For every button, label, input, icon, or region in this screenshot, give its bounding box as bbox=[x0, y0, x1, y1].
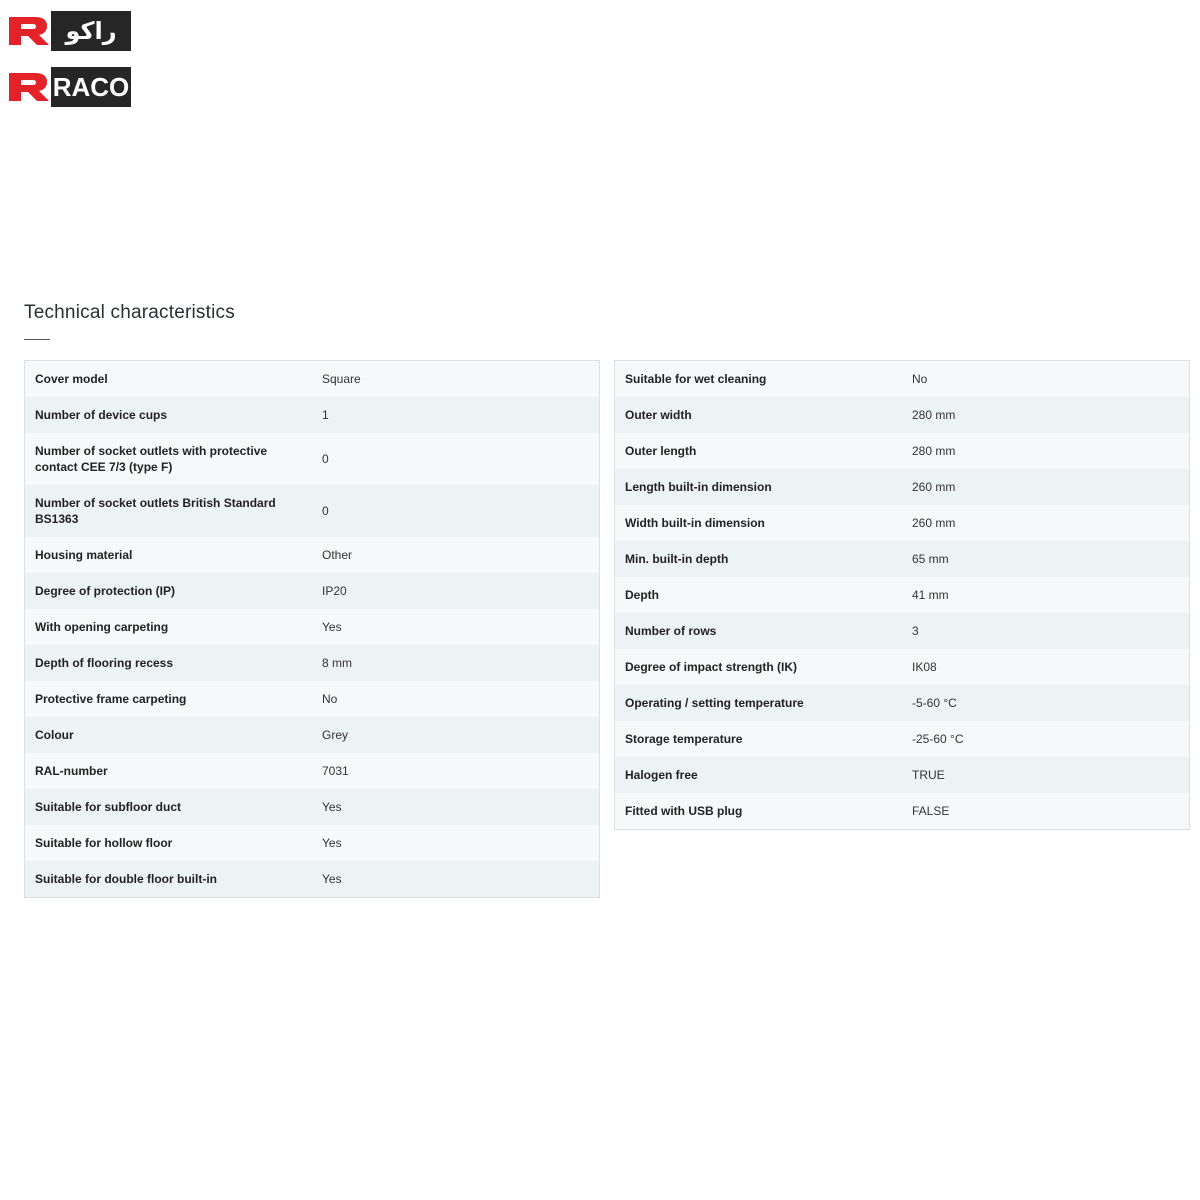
table-row bbox=[25, 397, 599, 433]
spec-label: Number of rows bbox=[625, 624, 717, 638]
spec-label: Suitable for wet cleaning bbox=[625, 372, 767, 386]
spec-value: -5-60 °C bbox=[912, 696, 957, 710]
spec-value: Yes bbox=[322, 800, 342, 814]
spec-label: Halogen free bbox=[625, 768, 698, 782]
spec-label: Length built-in dimension bbox=[625, 480, 772, 494]
table-row bbox=[615, 433, 1189, 469]
table-row bbox=[615, 577, 1189, 613]
spec-label: Depth of flooring recess bbox=[35, 656, 174, 670]
spec-label: With opening carpeting bbox=[35, 620, 169, 634]
spec-value: 260 mm bbox=[912, 516, 956, 530]
spec-label: Outer width bbox=[625, 408, 692, 422]
spec-value: Yes bbox=[322, 836, 342, 850]
table-row bbox=[25, 485, 599, 537]
spec-label: Degree of impact strength (IK) bbox=[625, 660, 798, 674]
spec-label: Suitable for double floor built-in bbox=[35, 872, 217, 886]
spec-label: Width built-in dimension bbox=[625, 516, 765, 530]
table-row bbox=[615, 757, 1189, 793]
table-row bbox=[25, 433, 599, 485]
spec-value: Other bbox=[322, 548, 353, 562]
spec-value: 0 bbox=[322, 452, 329, 466]
spec-label: Outer length bbox=[625, 444, 697, 458]
spec-label: Number of socket outlets British Standard BS1363 bbox=[35, 496, 276, 526]
spec-label: Suitable for hollow floor bbox=[35, 836, 173, 850]
spec-value: 0 bbox=[322, 504, 329, 518]
spec-value: Square bbox=[322, 372, 361, 386]
table-row bbox=[615, 469, 1189, 505]
spec-label: Depth bbox=[625, 588, 659, 602]
table-row bbox=[25, 681, 599, 717]
table-row bbox=[25, 573, 599, 609]
spec-value: Yes bbox=[322, 872, 342, 886]
spec-label: Housing material bbox=[35, 548, 133, 562]
spec-value: 280 mm bbox=[912, 408, 956, 422]
spec-value: No bbox=[322, 692, 338, 706]
table-row bbox=[25, 861, 599, 897]
spec-table-right bbox=[614, 360, 1190, 830]
spec-value: 260 mm bbox=[912, 480, 956, 494]
spec-value: 3 bbox=[912, 624, 919, 638]
spec-value: 65 mm bbox=[912, 552, 949, 566]
raco-logo-latin bbox=[9, 67, 131, 107]
spec-value: 8 mm bbox=[322, 656, 352, 670]
spec-value: 280 mm bbox=[912, 444, 956, 458]
table-row bbox=[615, 397, 1189, 433]
spec-label: Fitted with USB plug bbox=[625, 804, 743, 818]
spec-table-left bbox=[24, 360, 600, 898]
spec-value: TRUE bbox=[912, 768, 945, 782]
table-row bbox=[615, 361, 1189, 397]
table-row bbox=[615, 649, 1189, 685]
table-row bbox=[25, 645, 599, 681]
table-row bbox=[615, 721, 1189, 757]
spec-value: Yes bbox=[322, 620, 342, 634]
spec-label: Suitable for subfloor duct bbox=[35, 800, 181, 814]
raco-logo-arabic bbox=[9, 11, 131, 51]
spec-value: FALSE bbox=[912, 804, 950, 818]
title-underline bbox=[24, 339, 50, 340]
table-row bbox=[25, 717, 599, 753]
spec-label: Protective frame carpeting bbox=[35, 692, 187, 706]
logo-arabic-text: راكو bbox=[65, 17, 117, 45]
table-row bbox=[25, 825, 599, 861]
spec-label: Colour bbox=[35, 728, 74, 742]
spec-value: 41 mm bbox=[912, 588, 949, 602]
table-row bbox=[615, 541, 1189, 577]
spec-value: -25-60 °C bbox=[912, 732, 964, 746]
section-title: Technical characteristics bbox=[24, 302, 235, 323]
table-row bbox=[615, 685, 1189, 721]
table-row bbox=[25, 609, 599, 645]
spec-value: IK08 bbox=[912, 660, 937, 674]
spec-value: 1 bbox=[322, 408, 329, 422]
spec-label: RAL-number bbox=[35, 764, 108, 778]
logo-latin-text: RACO bbox=[52, 71, 130, 102]
spec-label: Number of device cups bbox=[35, 408, 168, 422]
spec-label: Number of socket outlets with protective contact CEE 7/3 (type F) bbox=[35, 444, 268, 474]
r-mark-icon bbox=[9, 11, 51, 51]
spec-value: Grey bbox=[322, 728, 349, 742]
table-row bbox=[615, 613, 1189, 649]
table-row bbox=[25, 789, 599, 825]
table-row bbox=[25, 361, 599, 397]
spec-label: Cover model bbox=[35, 372, 108, 386]
r-mark-icon bbox=[9, 67, 51, 107]
spec-value: No bbox=[912, 372, 928, 386]
table-row bbox=[615, 793, 1189, 829]
spec-label: Storage temperature bbox=[625, 732, 743, 746]
spec-label: Operating / setting temperature bbox=[625, 696, 804, 710]
table-row bbox=[25, 753, 599, 789]
spec-value: IP20 bbox=[322, 584, 347, 598]
table-row bbox=[615, 505, 1189, 541]
spec-label: Min. built-in depth bbox=[625, 552, 729, 566]
table-row bbox=[25, 537, 599, 573]
spec-value: 7031 bbox=[322, 764, 349, 778]
spec-label: Degree of protection (IP) bbox=[35, 584, 176, 598]
